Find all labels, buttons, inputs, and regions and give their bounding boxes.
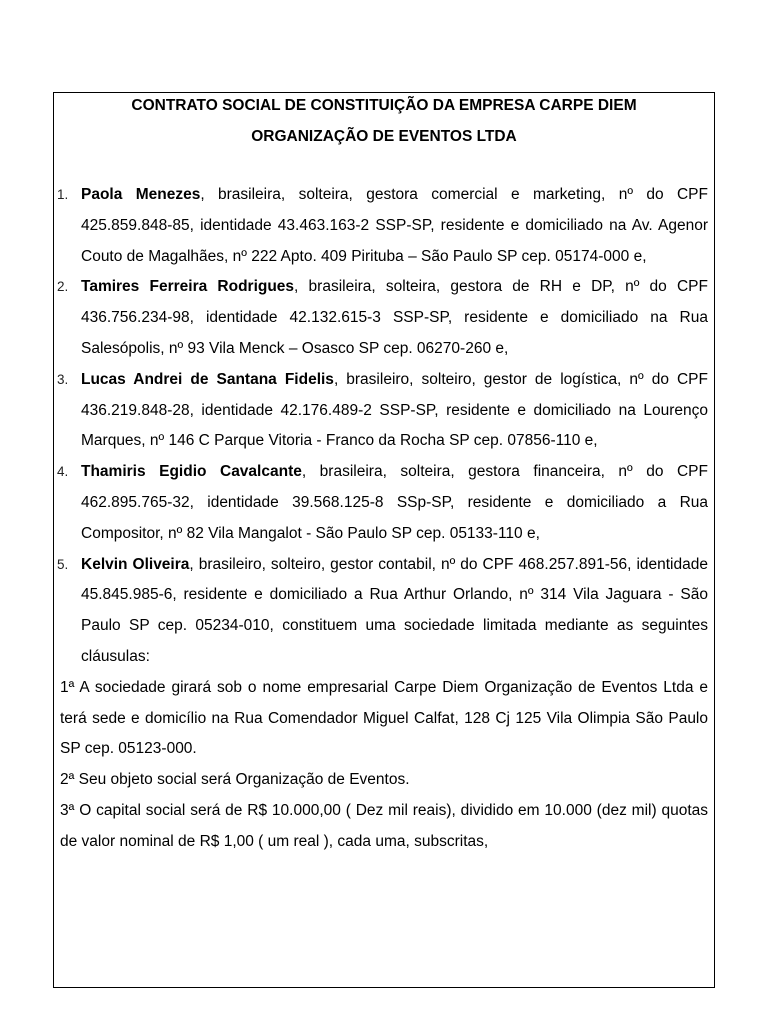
party-details: , brasileiro, solteiro, gestor de logística, nº do CPF 436.219.848-28, identidade 42.176.489-2 SSP-SP, residente e domiciliado na Lourenço Marques, nº 146 C Parque Vitoria - Franco da Rocha SP cep. 07856-110 e,	[81, 370, 708, 450]
party-number: 1.	[57, 187, 69, 202]
title-line-2: ORGANIZAÇÃO DE EVENTOS LTDA	[251, 128, 517, 145]
party-details: , brasileira, solteira, gestora de RH e DP, nº do CPF 436.756.234-98, identidade 42.132.615-3 SSP-SP, residente e domiciliado na Rua Salesópolis, nº 93 Vila Menck – Osasco SP cep. 06270-260 e,	[81, 278, 708, 357]
party-item	[57, 365, 708, 457]
document-title	[54, 92, 714, 152]
party-item	[57, 550, 708, 673]
party-item	[57, 457, 708, 549]
party-item	[57, 272, 708, 364]
party-number: 2.	[57, 279, 69, 295]
party-name: Thamiris Egidio Cavalcante	[81, 463, 302, 481]
party-name: Tamires Ferreira Rodrigues	[81, 278, 295, 296]
party-number: 5.	[57, 556, 69, 572]
party-details: , brasileira, solteira, gestora financeira, nº do CPF 462.895.765-32, identidade 39.568.125-8 SSp-SP, residente e domiciliado a Rua Compositor, nº 82 Vila Mangalot - São Paulo SP cep. 05133-110 e,	[81, 463, 708, 542]
party-name: Paola Menezes	[81, 186, 201, 203]
party-number: 3.	[57, 371, 69, 387]
party-details: , brasileiro, solteiro, gestor contabil, nº do CPF 468.257.891-56, identidade 45.845.985-6, residente e domiciliado a Rua Arthur Orlando, nº 314 Vila Jaguara - São Paulo SP cep. 05234-010, constituem uma sociedade limitada mediante as seguintes cláusulas:	[81, 555, 708, 665]
party-number: 4.	[57, 464, 69, 480]
party-item	[57, 180, 708, 272]
party-name: Kelvin Oliveira	[81, 555, 190, 573]
party-details: , brasileira, solteira, gestora comercial e marketing, nº do CPF 425.859.848-85, identidade 43.463.163-2 SSP-SP, residente e domiciliado na Av. Agenor Couto de Magalhães, nº 222 Apto. 409 Pirituba – São Paulo SP cep. 05174-000 e,	[81, 186, 708, 265]
contract-page	[53, 92, 715, 988]
clause-3: 3ª O capital social será de R$ 10.000,00 ( Dez mil reais), dividido em 10.000 (dez mil) quotas de valor nominal de R$ 1,00 ( um real ), cada uma, subscritas,	[60, 801, 708, 850]
document-body	[57, 180, 708, 858]
clause-1: 1ª A sociedade girará sob o nome empresarial Carpe Diem Organização de Eventos Ltda e terá sede e domicílio na Rua Comendador Miguel Calfat, 128 Cj 125 Vila Olimpia São Paulo SP cep. 05123-000.	[60, 678, 708, 758]
party-name: Lucas Andrei de Santana Fidelis	[81, 370, 334, 388]
title-line-1: CONTRATO SOCIAL DE CONSTITUIÇÃO DA EMPRESA CARPE DIEM	[131, 97, 637, 114]
parties-list	[57, 180, 708, 673]
clause-2: 2ª Seu objeto social será Organização de Eventos.	[60, 771, 410, 789]
